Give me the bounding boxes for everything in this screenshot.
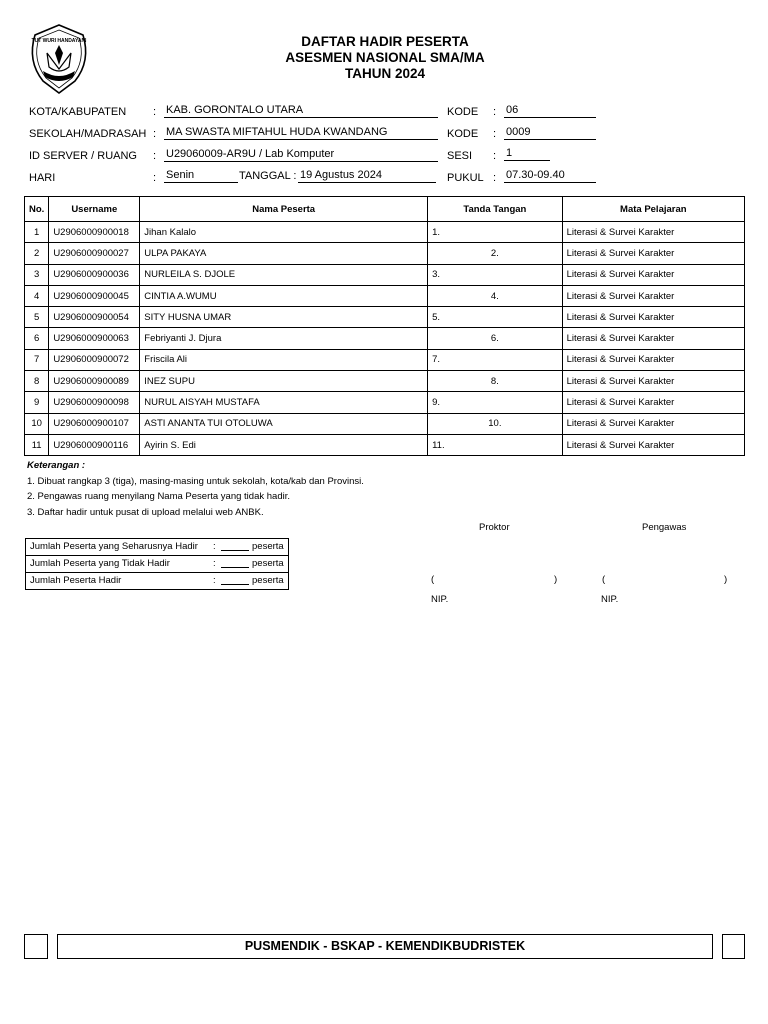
server-label: ID SERVER / RUANG (29, 150, 137, 162)
keterangan-item-1: 1. Dibuat rangkap 3 (tiga), masing-masing untuk sekolah, kota/kab dan Provinsi. (27, 476, 364, 487)
header-nama: Nama Peserta (140, 197, 428, 222)
cell-nama: ASTI ANANTA TUI OTOLUWA (140, 413, 428, 434)
cell-mapel: Literasi & Survei Karakter (562, 307, 744, 328)
cell-nama: SITY HUSNA UMAR (140, 307, 428, 328)
kota-label: KOTA/KABUPATEN (29, 106, 127, 118)
cell-username: U2906000900107 (49, 413, 140, 434)
summary-label: Jumlah Peserta yang Tidak Hadir (30, 558, 170, 569)
summary-row (26, 539, 288, 556)
attendance-table (24, 196, 745, 456)
hari-value: Senin (164, 169, 238, 183)
cell-no: 1 (25, 222, 49, 243)
kode2-label: KODE (447, 128, 479, 140)
cell-nama: Jihan Kalalo (140, 222, 428, 243)
summary-row (26, 573, 288, 589)
title-line-1: DAFTAR HADIR PESERTA (301, 34, 469, 49)
cell-no: 8 (25, 371, 49, 392)
kode1-value: 06 (504, 104, 596, 118)
kode1-colon: : (493, 106, 497, 118)
cell-mapel: Literasi & Survei Karakter (562, 392, 744, 413)
kota-colon: : (153, 106, 157, 118)
kota-value: KAB. GORONTALO UTARA (164, 104, 438, 118)
cell-mapel: Literasi & Survei Karakter (562, 243, 744, 264)
cell-mapel: Literasi & Survei Karakter (562, 285, 744, 306)
kode1-label: KODE (447, 106, 479, 118)
cell-username: U2906000900027 (49, 243, 140, 264)
cell-ttd[interactable]: 5. (428, 307, 563, 328)
title-line-3: TAHUN 2024 (344, 66, 426, 81)
cell-no: 9 (25, 392, 49, 413)
cell-username: U2906000900098 (49, 392, 140, 413)
proktor-nip: NIP. (431, 594, 449, 605)
summary-blank[interactable] (221, 573, 249, 585)
cell-mapel: Literasi & Survei Karakter (562, 328, 744, 349)
header-ttd: Tanda Tangan (428, 197, 563, 222)
footer-text: PUSMENDIK - BSKAP - KEMENDIKBUDRISTEK (57, 934, 713, 959)
table-row (25, 243, 745, 264)
cell-username: U2906000900036 (49, 264, 140, 285)
summary-label: Jumlah Peserta Hadir (30, 575, 122, 586)
cell-ttd[interactable]: 3. (428, 264, 563, 285)
cell-no: 7 (25, 349, 49, 370)
table-row (25, 371, 745, 392)
pukul-label: PUKUL (447, 172, 484, 184)
cell-nama: Friscila Ali (140, 349, 428, 370)
cell-no: 2 (25, 243, 49, 264)
cell-mapel: Literasi & Survei Karakter (562, 413, 744, 434)
summary-unit: peserta (252, 558, 284, 569)
title-line-2: ASESMEN NASIONAL SMA/MA (285, 50, 485, 65)
cell-ttd[interactable]: 1. (428, 222, 563, 243)
kode2-colon: : (493, 128, 497, 140)
cell-username: U2906000900116 (49, 434, 140, 455)
tut-wuri-handayani-logo (25, 23, 93, 95)
cell-username: U2906000900018 (49, 222, 140, 243)
sekolah-value: MA SWASTA MIFTAHUL HUDA KWANDANG (164, 126, 438, 140)
cell-ttd[interactable]: 9. (428, 392, 563, 413)
sesi-colon: : (493, 150, 497, 162)
table-row (25, 349, 745, 370)
pukul-value: 07.30-09.40 (504, 169, 596, 183)
kode2-value: 0009 (504, 126, 596, 140)
cell-nama: NURUL AISYAH MUSTAFA (140, 392, 428, 413)
cell-username: U2906000900089 (49, 371, 140, 392)
summary-blank[interactable] (221, 539, 249, 551)
pengawas-nip: NIP. (601, 594, 619, 605)
cell-no: 3 (25, 264, 49, 285)
proktor-close-paren: ) (554, 574, 558, 585)
header-no: No. (25, 197, 49, 222)
cell-no: 10 (25, 413, 49, 434)
keterangan-title: Keterangan : (27, 460, 86, 471)
summary-blank[interactable] (221, 556, 249, 568)
pengawas-label: Pengawas (642, 522, 687, 533)
footer-right-box (722, 934, 745, 959)
cell-mapel: Literasi & Survei Karakter (562, 264, 744, 285)
keterangan-item-2: 2. Pengawas ruang menyilang Nama Peserta yang tidak hadir. (27, 491, 290, 502)
cell-no: 4 (25, 285, 49, 306)
cell-nama: CINTIA A.WUMU (140, 285, 428, 306)
cell-username: U2906000900072 (49, 349, 140, 370)
cell-mapel: Literasi & Survei Karakter (562, 222, 744, 243)
table-row (25, 392, 745, 413)
server-colon: : (153, 150, 157, 162)
cell-mapel: Literasi & Survei Karakter (562, 371, 744, 392)
table-row (25, 285, 745, 306)
hari-label: HARI (29, 172, 56, 184)
sesi-label: SESI (447, 150, 473, 162)
table-row (25, 222, 745, 243)
summary-colon: : (213, 541, 216, 552)
cell-nama: Ayirin S. Edi (140, 434, 428, 455)
cell-no: 5 (25, 307, 49, 328)
summary-colon: : (213, 575, 216, 586)
cell-mapel: Literasi & Survei Karakter (562, 349, 744, 370)
svg-text:TUT WURI HANDAYANI: TUT WURI HANDAYANI (31, 38, 87, 44)
cell-mapel: Literasi & Survei Karakter (562, 434, 744, 455)
server-value: U29060009-AR9U / Lab Komputer (164, 148, 438, 162)
cell-ttd[interactable]: 7. (428, 349, 563, 370)
table-header-row (25, 197, 745, 222)
cell-nama: INEZ SUPU (140, 371, 428, 392)
sekolah-colon: : (153, 128, 157, 140)
pengawas-close-paren: ) (724, 574, 728, 585)
summary-label: Jumlah Peserta yang Seharusnya Hadir (30, 541, 198, 552)
cell-ttd[interactable]: 11. (428, 434, 563, 455)
table-row (25, 434, 745, 455)
proktor-open-paren: ( (431, 574, 435, 585)
sekolah-label: SEKOLAH/MADRASAH (29, 128, 147, 140)
cell-ttd[interactable]: 2. (428, 243, 563, 264)
tanggal-value: 19 Agustus 2024 (298, 169, 436, 183)
table-row (25, 413, 745, 434)
tanggal-label: TANGGAL : (239, 170, 297, 182)
table-row (25, 264, 745, 285)
table-row (25, 307, 745, 328)
cell-nama: NURLEILA S. DJOLE (140, 264, 428, 285)
cell-no: 6 (25, 328, 49, 349)
cell-ttd[interactable]: 6. (428, 328, 563, 349)
keterangan-item-3: 3. Daftar hadir untuk pusat di upload melalui web ANBK. (27, 507, 264, 518)
cell-ttd[interactable]: 4. (428, 285, 563, 306)
summary-row (26, 556, 288, 573)
pukul-colon: : (493, 172, 497, 184)
table-row (25, 328, 745, 349)
cell-username: U2906000900054 (49, 307, 140, 328)
cell-username: U2906000900063 (49, 328, 140, 349)
summary-box (25, 538, 289, 590)
sesi-value: 1 (504, 147, 550, 161)
cell-ttd[interactable]: 10. (428, 413, 563, 434)
proktor-label: Proktor (479, 522, 510, 533)
footer-left-box (24, 934, 48, 959)
cell-no: 11 (25, 434, 49, 455)
cell-ttd[interactable]: 8. (428, 371, 563, 392)
cell-nama: ULPA PAKAYA (140, 243, 428, 264)
summary-unit: peserta (252, 575, 284, 586)
pengawas-open-paren: ( (602, 574, 606, 585)
hari-colon: : (153, 172, 157, 184)
cell-username: U2906000900045 (49, 285, 140, 306)
header-mapel: Mata Pelajaran (562, 197, 744, 222)
cell-nama: Febriyanti J. Djura (140, 328, 428, 349)
header-username: Username (49, 197, 140, 222)
summary-colon: : (213, 558, 216, 569)
summary-unit: peserta (252, 541, 284, 552)
